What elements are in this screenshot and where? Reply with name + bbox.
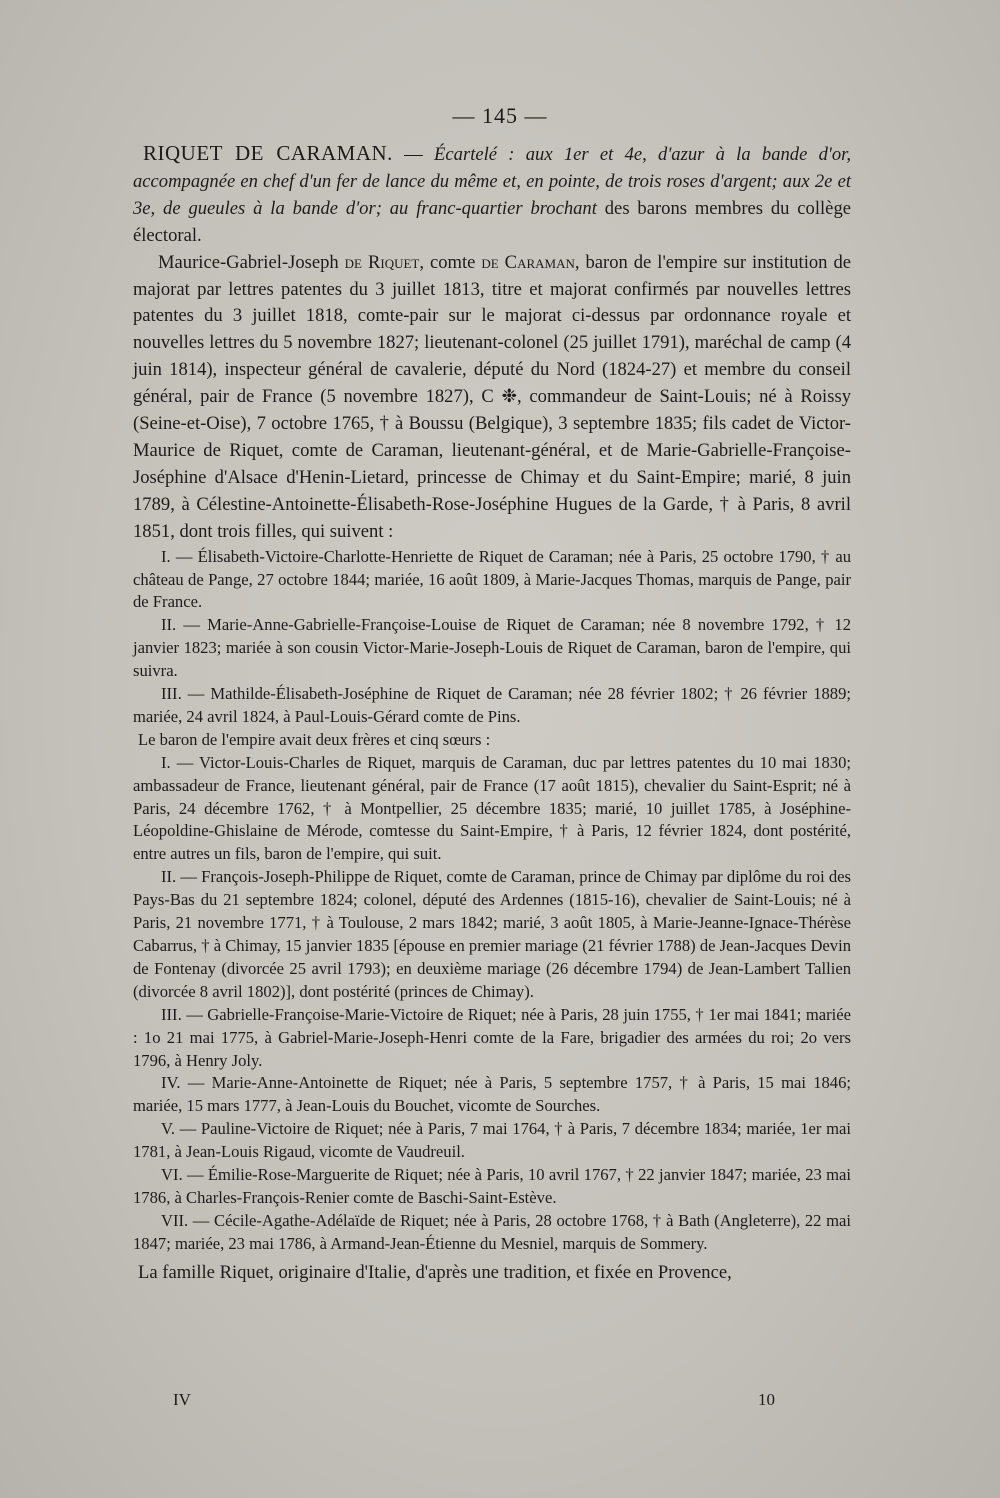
sibling-entry: VI. — Émilie-Rose-Marguerite de Riquet; née à Paris, 10 avril 1767, † 22 janvier 1847; mariée, 23 mai 1786, à Charles-François-Renier comte de Baschi-Saint-Estève. xyxy=(133,1165,851,1207)
sibling-entry: VII. — Cécile-Agathe-Adélaïde de Riquet; née à Paris, 28 octobre 1768, † à Bath (Angleterre), 22 mai 1847; mariée, 23 mai 1786, à Armand-Jean-Étienne du Mesniel, marquis de Sommery. xyxy=(133,1210,851,1253)
sibling-entry: IV. — Marie-Anne-Antoinette de Riquet; née à Paris, 5 septembre 1757, † à Paris, 15 mai 1846; mariée, 15 mars 1777, à Jean-Louis du Bouchet, vicomte de Sourches. xyxy=(133,1073,851,1116)
main-text-3: , baron de l'empire sur institution de majorat par lettres patentes du 3 juillet 1813, titre et majorat confirmés par nouvelles lettres patentes du 3 juillet 1818, comte-pair sur le majorat ci-dessus par ordonnance royale et nouvelles lettres du 5 novembre 1827; lieutenant-colonel (25 juillet 1791), maréchal de camp (4 juin 1814), inspecteur général de cavalerie, député du Nord (1824-27) et membre du conseil général, pair de France (5 novembre 1827), C ❉, commandeur de Saint-Louis; né à Roissy (Seine-et-Oise), 7 octobre 1765, † à Boussu (Belgique), 3 septembre 1835; fils cadet de Victor-Maurice de Riquet, comte de Caraman, lieutenant-général, et de Marie-Gabrielle-Françoise-Joséphine d'Alsace d'Henin-Lietard, princesse de Chimay et du Saint-Empire; marié, 8 juin 1789, à Célestine-Antoinette-Élisabeth-Rose-Joséphine Hugues de la Garde, † à Paris, 8 avril 1851, dont trois filles, qui suivent : xyxy=(133,251,851,542)
sibling-entry: I. — Victor-Louis-Charles de Riquet, marquis de Caraman, duc par lettres patentes du 10 mai 1830; ambassadeur de France, lieutenant général, pair de France (17 août 1815), chevalier du Saint-Esprit; né à Paris, 24 décembre 1762, † à Montpellier, 25 décembre 1835; marié, 10 juillet 1785, à Joséphine-Léopoldine-Ghislaine de Mérode, comtesse du Saint-Empire, † à Paris, 12 février 1824, dont postérité, entre autres un fils, baron de l'empire, qui suit. xyxy=(133,752,851,864)
daughter-entry: III. — Mathilde-Élisabeth-Joséphine de Riquet de Caraman; née 28 février 1802; † 26 février 1889; mariée, 24 avril 1824, à Paul-Louis-Gérard comte de Pins. xyxy=(133,684,851,726)
text-body xyxy=(133,140,851,1287)
main-smallcaps-2: de Caraman xyxy=(481,251,575,273)
closing-line: La famille Riquet, originaire d'Italie, d'après une tradition, et fixée en Provence, xyxy=(138,1261,732,1283)
volume-number: IV xyxy=(173,1390,191,1409)
blazon-text: Écartelé : aux 1er et 4e, d'azur à la bande d'or, accompagnée en chef d'un fer de lance du même et, en pointe, de trois roses d'argent; aux 2e et 3e, de gueules à la bande d'or; au franc-quartier brochant xyxy=(133,144,852,219)
daughter-entry: II. — Marie-Anne-Gabrielle-Françoise-Louise de Riquet de Caraman; née 8 novembre 1792, † 12 janvier 1823; mariée à son cousin Victor-Marie-Joseph-Louis de Riquet de Caraman, baron de l'empire, qui suivra. xyxy=(133,615,851,681)
sibling-entry: III. — Gabrielle-Françoise-Marie-Victoire de Riquet; née à Paris, 28 juin 1755, † 1er mai 1841; mariée : 1o 21 mai 1775, à Gabriel-Marie-Joseph-Henri comte de la Fare, brigadier des armées du roi; 2o vers 1796, à Henry Joly. xyxy=(133,1004,851,1070)
siblings-intro: Le baron de l'empire avait deux frères et cinq sœurs : xyxy=(138,729,491,749)
page-footer xyxy=(0,1390,1000,1420)
main-smallcaps-1: de Riquet xyxy=(344,251,420,273)
main-paragraph xyxy=(133,250,851,546)
page-number: — 145 — xyxy=(452,103,548,128)
main-text-2: , comte xyxy=(419,251,482,273)
daughter-entry: I. — Élisabeth-Victoire-Charlotte-Henriette de Riquet de Caraman; née à Paris, 25 octobre 1790, † au château de Pange, 27 octobre 1844; mariée, 16 août 1809, à Marie-Jacques Thomas, marquis de Pange, pair de France. xyxy=(133,546,851,612)
heading-paragraph xyxy=(133,140,851,250)
heading-rest: des barons membres du collège électoral. xyxy=(133,197,851,246)
main-text-1: Maurice-Gabriel-Joseph xyxy=(158,251,345,273)
sibling-entry: II. — François-Joseph-Philippe de Riquet, comte de Caraman, prince de Chimay par diplôme du roi des Pays-Bas du 21 septembre 1824; colonel, député des Ardennes (1815-16), chevalier de Saint-Louis; né à Paris, 21 novembre 1771, † à Toulouse, 2 mars 1842; marié, 3 août 1805, à Marie-Jeanne-Ignace-Thérèse Cabarrus, † à Chimay, 15 janvier 1835 [épouse en premier mariage (21 février 1788) de Jean-Jacques Devin de Fontenay (divorcée 25 avril 1793); en deuxième mariage (26 décembre 1794) de Jean-Lambert Tallien (divorcée 8 avril 1802)], dont postérité (princes de Chimay). xyxy=(133,867,851,1001)
heading-dash: — xyxy=(392,144,435,165)
signature-mark: 10 xyxy=(758,1390,775,1409)
sibling-entry: V. — Pauline-Victoire de Riquet; née à Paris, 7 mai 1764, † à Paris, 7 décembre 1834; mariée, 1er mai 1781, à Jean-Louis Rigaud, vicomte de Vaudreuil. xyxy=(133,1119,851,1162)
family-name: RIQUET DE CARAMAN. xyxy=(143,141,393,165)
